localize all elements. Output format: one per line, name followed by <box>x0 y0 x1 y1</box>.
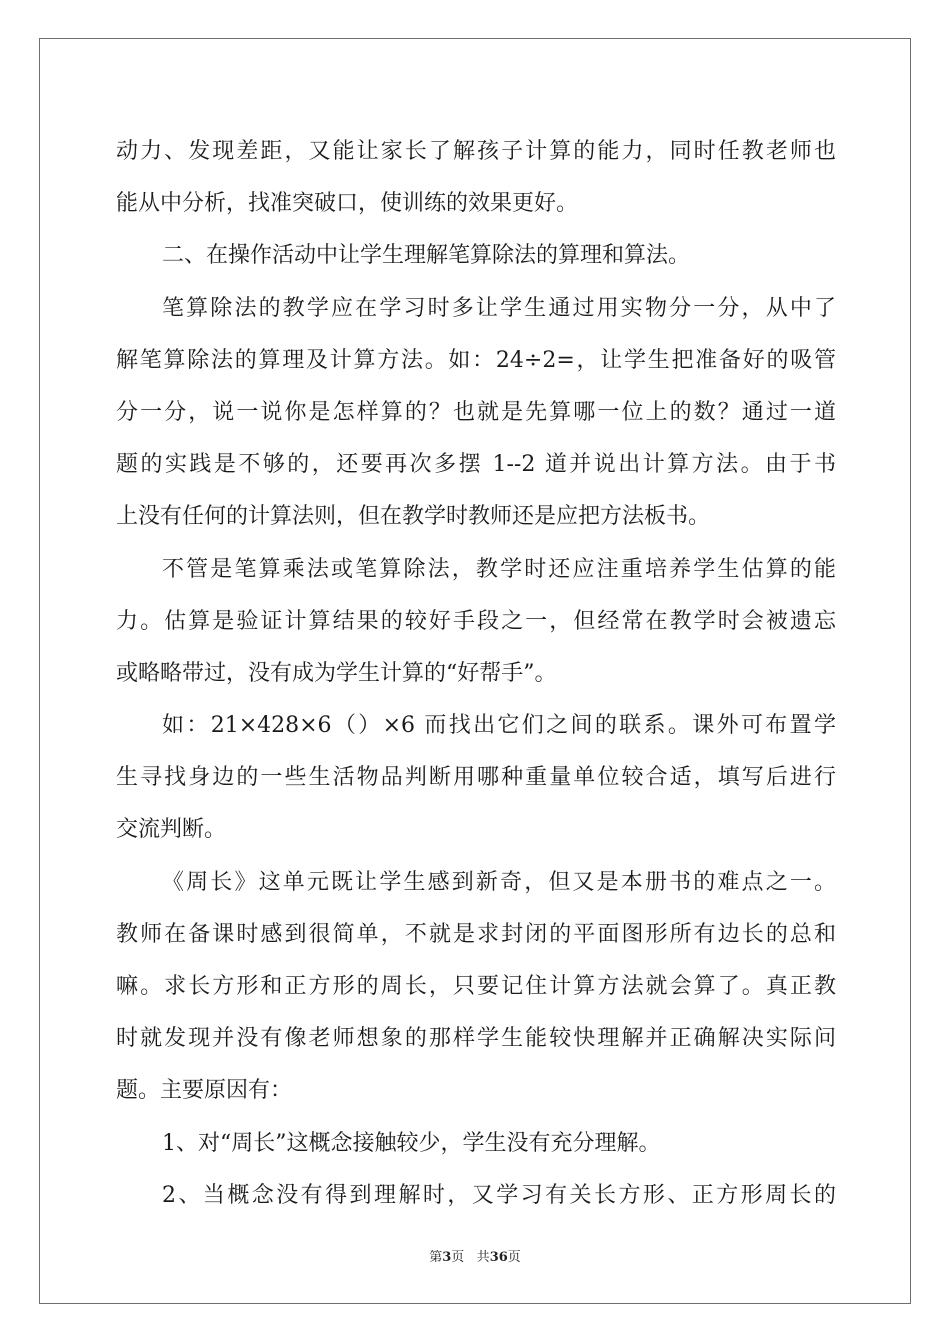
text-line: 生寻找身边的一些生活物品判断用哪种重量单位较合适，填写后进行 <box>116 765 836 791</box>
text-line: 动力、发现差距，又能让家长了解孩子计算的能力，同时任教老师也 <box>116 139 836 164</box>
text-line: 如：21×428×6（）×6 而找出它们之间的联系。课外可布置学 <box>162 713 836 739</box>
text-line: 时就发现并没有像老师想象的那样学生能较快理解并正确解决实际问 <box>116 1026 836 1052</box>
document-body <box>116 126 836 1222</box>
total-page-count: 36 <box>489 1250 508 1265</box>
text-line: 嘛。求长方形和正方形的周长，只要记住计算方法就会算了。真正教 <box>116 974 836 999</box>
footer-page-suffix: 页 <box>451 1250 465 1265</box>
current-page-number: 3 <box>442 1250 452 1265</box>
page-footer <box>0 1246 950 1265</box>
text-line: 分一分，说一说你是怎样算的？也就是先算哪一位上的数？通过一道 <box>116 399 836 425</box>
text-line: 交流判断。 <box>116 817 227 843</box>
footer-total-suffix: 页 <box>507 1250 521 1265</box>
text-line: 力。估算是验证计算结果的较好手段之一，但经常在教学时会被遗忘 <box>116 608 836 634</box>
text-line: 不管是笔算乘法或笔算除法，教学时还应注重培养学生估算的能 <box>162 556 836 582</box>
text-line: 上没有任何的计算法则，但在教学时教师还是应把方法板书。 <box>116 504 711 530</box>
text-line: 笔算除法的教学应在学习时多让学生通过用实物分一分，从中了 <box>162 295 836 321</box>
text-line: 解笔算除法的算理及计算方法。如：24÷2=，让学生把准备好的吸管 <box>116 347 836 373</box>
text-line: 题的实践是不够的，还要再次多摆 1--2 道并说出计算方法。由于书 <box>116 452 836 478</box>
text-line: 或略略带过，没有成为学生计算的“好帮手”。 <box>116 660 557 686</box>
footer-prefix: 第 <box>429 1250 443 1265</box>
text-line: 1、对“周长”这概念接触较少，学生没有充分理解。 <box>162 1130 661 1156</box>
text-line: 教师在备课时感到很简单，不就是求封闭的平面图形所有边长的总和 <box>116 921 836 947</box>
text-line: 《周长》这单元既让学生感到新奇，但又是本册书的难点之一。 <box>162 869 836 895</box>
text-line: 二、在操作活动中让学生理解笔算除法的算理和算法。 <box>162 243 691 269</box>
footer-total-prefix: 共 <box>476 1250 490 1265</box>
text-line: 能从中分析，找准突破口，使训练的效果更好。 <box>116 191 579 217</box>
text-line: 题。主要原因有： <box>116 1078 293 1104</box>
text-line: 2、当概念没有得到理解时，又学习有关长方形、正方形周长的 <box>162 1182 836 1208</box>
